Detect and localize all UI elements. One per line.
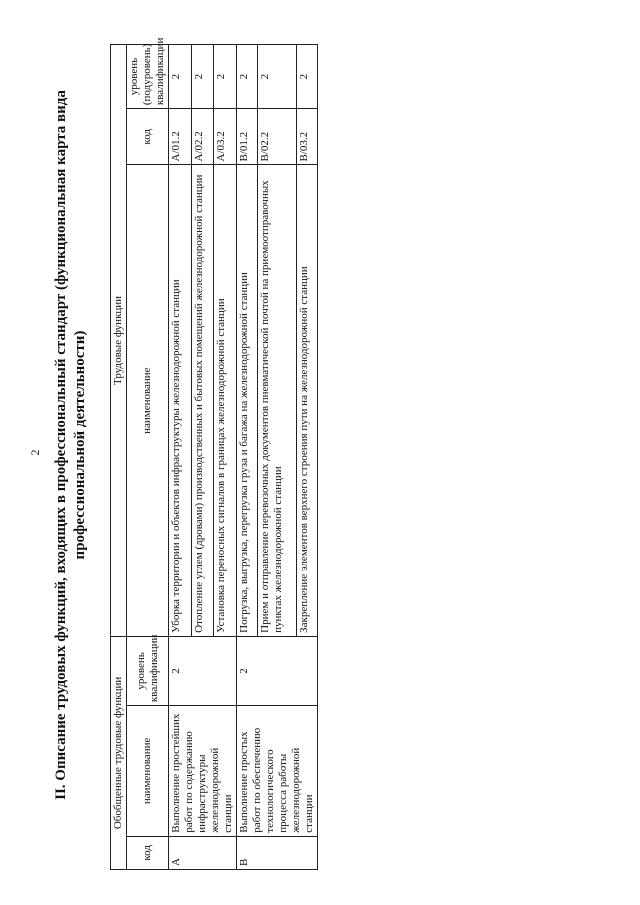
function-name-cell: Установка переносных сигналов в границах железнодорожной станции (214, 165, 237, 636)
function-level-cell: 2 (191, 45, 214, 109)
function-code-cell: A/02.2 (191, 109, 214, 165)
gen-code-cell: B (237, 836, 318, 869)
function-code-cell: A/03.2 (214, 109, 237, 165)
gen-code-cell: A (169, 836, 237, 869)
function-level-cell: 2 (258, 45, 297, 109)
function-code-cell: B/02.2 (258, 109, 297, 165)
function-name-cell: Погрузка, выгрузка, перегрузка груза и багажа на железнодорожной станции (237, 165, 258, 636)
function-level-cell: 2 (214, 45, 237, 109)
functional-map-table (110, 37, 318, 870)
page-number: 2 (28, 449, 42, 456)
gen-name-cell: Выполнение простейших работ по содержанию инфраструктуры железнодорожной станции (169, 706, 237, 837)
group-header-generalized: Обобщенные трудовые функции (111, 636, 127, 869)
function-code-cell: B/03.2 (296, 109, 317, 165)
gen-level-cell: 2 (169, 636, 237, 705)
function-name-cell: Отопление углем (дровами) производственных и бытовых помещений железнодорожной станции (191, 165, 214, 636)
gen-name-cell: Выполнение простых работ по обеспечению технологического процесса работы железнодорожной станции (237, 706, 318, 837)
column-header-function-name: наименование (127, 165, 169, 636)
function-name-cell: Закрепление элементов верхнего строения пути на железнодорожной станции (296, 165, 317, 636)
section-heading: II. Описание трудовых функций, входящих в профессиональный стандарт (функциональная карта вида профессиональной деятельности) (53, 90, 88, 800)
function-level-cell: 2 (169, 45, 192, 109)
function-code-cell: A/01.2 (169, 109, 192, 165)
function-level-cell: 2 (296, 45, 317, 109)
function-name-cell: Уборка территории и объектов инфраструктуры железнодорожной станции (169, 165, 192, 636)
column-header-function-code: код (127, 109, 169, 165)
table-row (169, 45, 192, 870)
group-header-labor: Трудовые функции (111, 45, 127, 637)
function-code-cell: B/01.2 (237, 109, 258, 165)
table-column-header-row (127, 45, 169, 870)
gen-level-cell: 2 (237, 636, 318, 705)
table-group-header-row (111, 45, 127, 870)
function-level-cell: 2 (237, 45, 258, 109)
column-header-level: уровень квалификации (127, 636, 169, 705)
table-row (237, 45, 258, 870)
column-header-function-level: уровень (подуровень) квалификации (127, 45, 169, 109)
function-name-cell: Прием и отправление перевозочных документов пневматической почтой на приемоотправочных пунктах железнодорожной станции (258, 165, 297, 636)
column-header-code: код (127, 836, 169, 869)
column-header-name: наименование (127, 706, 169, 837)
